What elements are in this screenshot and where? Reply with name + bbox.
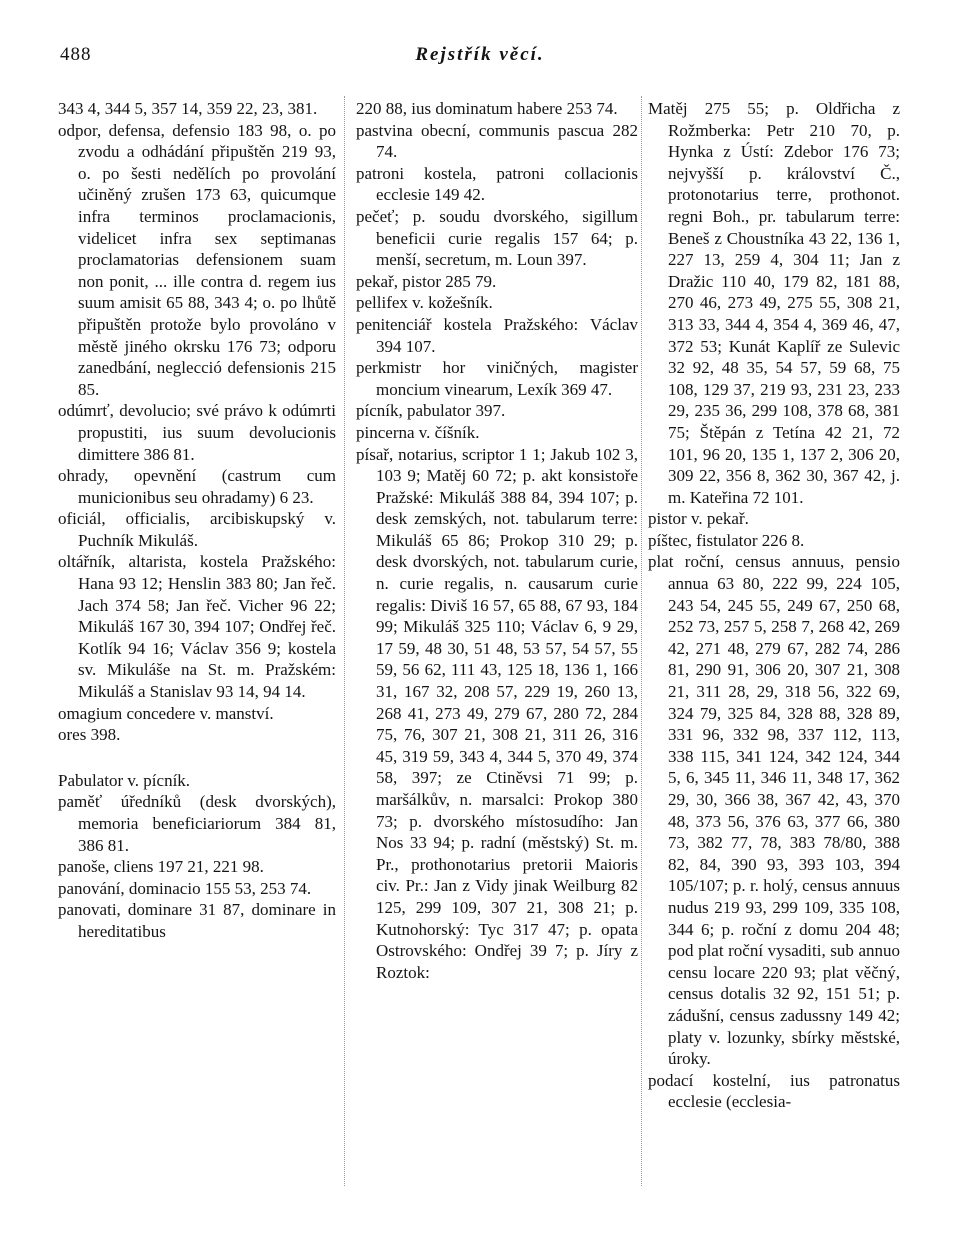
index-entry: pastvina obecní, communis pascua 282 74. xyxy=(356,120,638,162)
running-title: Rejstřík věcí. xyxy=(415,44,545,65)
index-entry: patroni kostela, patroni collacionis ecclesie 149 42. xyxy=(356,163,638,205)
index-entry: oltářník, altarista, kostela Pražského: Hana 93 12; Henslin 383 80; Jan řeč. Jach 374 58; Jan řeč. Vicher 96 22; Mikuláš 167 30, 394 107; Ondřej řeč. Kotlík 94 16; Václav 356 9; kostela sv. Mikuláše na St. m. Pražském: Mikuláš a Stanislav 93 14, 94 14. xyxy=(58,552,336,702)
index-entry: pícník, pabulator 397. xyxy=(356,401,506,421)
index-entry: pistor v. pekař. xyxy=(648,509,749,529)
index-entry: písař, notarius, scriptor 1 1; Jakub 102 3, 103 9; Matěj 60 72; p. akt konsistoře Pražské: Mikuláš 388 84, 394 107; p. desk zemských, not. tabularum terre: Mikuláš 65 86; Prokop 310 29; p. desk dvorských, not. tabularum curie, n. curie regalis, n. causarum curie regalis: Diviš 16 57, 65 88, 67 93, 184 99; Mikuláš 325 110; Václav 6, 9 29, 17 59, 48 30, 51 48, 53 57, 54 57, 55 59, 56 62, 111 43, 125 18, 136 1, 166 31, 167 32, 208 57, 229 19, 260 13, 268 41, 273 49, 279 67, 280 72, 284 75, 76, 307 21, 308 21, 311 26, 316 45, 319 59, 343 4, 344 5, 370 49, 374 58, 397; ze Ctiněvsi 71 99; p. maršálkův, n. marsalci: Prokop 380 73; p. dvorského místosudího: Jan Nos 33 94; p. radní (městský) St. m. Pr., prothonotarius pretorii Maioris civ. Pr.: Jan z Vidy jinak Weilburg 82 125, 299 109, 307 21, 308 21; p. Kutnohorský: Tyc 317 47; p. opata Ostrovského: Ondřej 39 7; p. Jíry z Roztok: xyxy=(356,444,638,982)
index-entry: ores 398. xyxy=(58,725,121,745)
index-entry: penitenciář kostela Pražského: Václav 394 107. xyxy=(356,314,638,356)
index-entry: pincerna v. číšník. xyxy=(356,422,480,442)
index-entry: odúmrť, devolucio; své právo k odúmrti propustiti, ius suum devolucionis dimittere 386 81. xyxy=(58,401,336,464)
index-entry: 343 4, 344 5, 357 14, 359 22, 23, 381. xyxy=(58,99,318,118)
index-entry: plat roční, census annuus, pensio annua 63 80, 222 99, 224 105, 243 54, 245 55, 249 67, 250 68, 252 73, 257 5, 258 7, 268 42, 269 42, 271 48, 279 67, 282 74, 286 81, 290 91, 306 20, 307 21, 308 21, 311 28, 29, 318 56, 322 69, 324 79, 325 84, 328 88, 328 89, 331 96, 332 98, 337 112, 113, 338 115, 341 124, 342 124, 344 5, 6, 345 11, 346 11, 348 17, 362 29, 30, 366 38, 367 42, 43, 370 48, 373 56, 376 63, 377 66, 380 73, 382 77, 78, 383 78/80, 388 82, 84, 390 93, 393 103, 394 105/107; p. r. holý, census annuus nudus 219 93, 299 109, 335 108, 344 6; p. roční z domu 204 48; pod plat roční vysaditi, sub annuo censu locare 220 93; plat věčný, census dotalis 32 92, 151 51; p. zádušní, census zadussny 149 42; platy v. lozunky, sbírky městské, úroky. xyxy=(648,552,900,1069)
index-entry: panování, dominacio 155 53, 253 74. xyxy=(58,878,312,898)
column-rule xyxy=(641,96,642,1186)
index-entry: oficiál, officialis, arcibiskupský v. Puchník Mikuláš. xyxy=(58,509,336,550)
index-entry: perkmistr hor viničných, magister moncium vinearum, Lexík 369 47. xyxy=(356,358,638,399)
index-entry: pečeť; p. soudu dvorského, sigillum beneficii curie regalis 157 64; p. menší, secretum, m. Loun 397. xyxy=(356,206,638,270)
index-entry: pellifex v. kožešník. xyxy=(356,293,493,313)
index-entry: podací kostelní, ius patronatus ecclesie (ecclesia- xyxy=(648,1070,900,1112)
index-entry: odpor, defensa, defensio 183 98, o. po zvodu a odhádání připuštěn 219 93, o. po šesti nedělích po provolání učiněný zrušen 173 63, quicumque infra terminos proclamacionis, videlicet infra sex septimanas proclamatorias defensionem suam non ponit, ... ille contra d. regem ius suum amisit 65 88, 343 4; o. po lhůtě připuštěn protože bylo provoláno v městě jiného okrsku 176 73; odporu zanedbání, neglecció defensionis 215 85. xyxy=(58,120,336,399)
index-entry: panoše, cliens 197 21, 221 98. xyxy=(58,857,264,877)
index-column-2 xyxy=(356,98,638,1238)
index-entry: paměť úředníků (desk dvorských), memoria beneficiariorum 384 81, 386 81. xyxy=(58,792,336,855)
index-entry: píštec, fistulator 226 8. xyxy=(648,530,805,550)
index-column-3 xyxy=(648,98,900,1238)
index-entry: omagium concedere v. manství. xyxy=(58,703,274,723)
index-entry: pekař, pistor 285 79. xyxy=(356,271,497,291)
index-entry: 220 88, ius dominatum habere 253 74. xyxy=(356,99,618,118)
index-entry: Pabulator v. pícník. xyxy=(58,770,191,790)
index-column-1 xyxy=(58,98,336,1238)
index-entry: ohrady, opevnění (castrum cum municionibus seu ohradamy) 6 23. xyxy=(58,466,336,507)
column-rule xyxy=(344,96,345,1186)
page-number: 488 xyxy=(60,44,92,65)
section-gap xyxy=(58,746,336,770)
index-entry: Matěj 275 55; p. Oldřicha z Rožmberka: Petr 210 70, p. Hynka z Ústí: Zdebor 176 73; nejvyšší p. království Č., protonotarius terre, prothonot. regni Boh., pr. tabularum terre: Beneš z Choustníka 43 22, 136 1, 227 13, 259 4, 304 11; Jan z Dražic 110 40, 179 82, 181 88, 270 46, 273 49, 275 55, 308 21, 313 33, 344 4, 354 4, 369 46, 47, 372 53; Kunát Kaplíř ze Sulevic 32 92, 48 35, 54 57, 59 68, 75 108, 129 37, 219 93, 231 23, 233 29, 235 36, 299 108, 378 68, 381 75; Štěpán z Tetína 42 21, 72 101, 96 20, 135 1, 137 2, 306 20, 309 22, 356 8, 362 30, 367 42, j. m. Kateřina 72 101. xyxy=(648,99,900,507)
index-entry: panovati, dominare 31 87, dominare in hereditatibus xyxy=(58,900,336,941)
